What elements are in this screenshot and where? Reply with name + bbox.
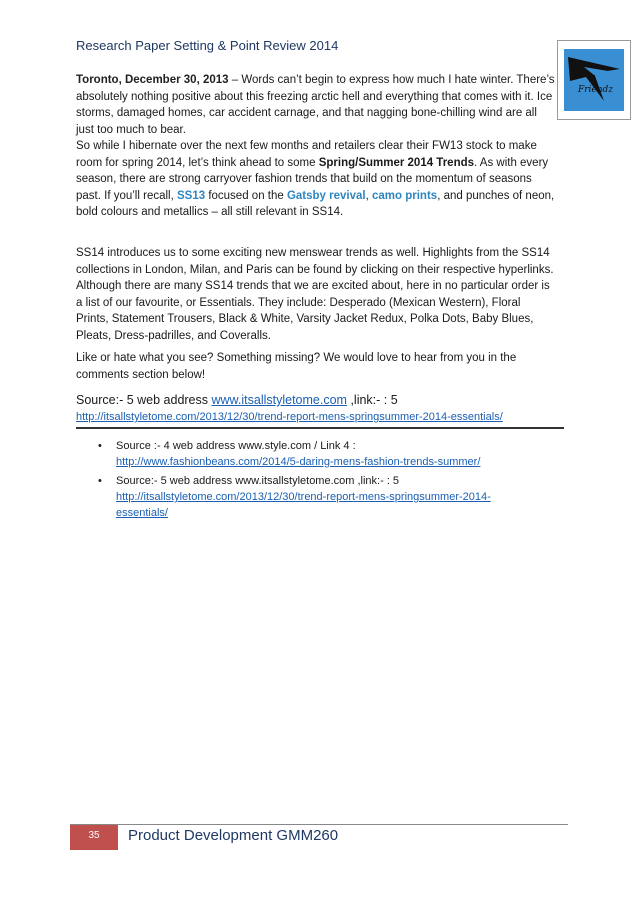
- intro-text-3: . As with every season, there are strong carryover fashion trends that build on the momentum of seasons past. If you’ll recall,: [76, 156, 549, 202]
- link-camo-prints[interactable]: camo prints: [372, 189, 438, 202]
- bird-logo-icon: [564, 49, 624, 111]
- comments-paragraph: Like or hate what you see? Something missing? We would love to hear from you in the comments section below!: [76, 352, 517, 381]
- trend-title: Spring/Summer 2014 Trends: [318, 156, 475, 169]
- link-gatsby-revival[interactable]: Gatsby revival: [286, 189, 366, 202]
- intro-text-6: , and punches of neon, bold colours and metallics – all still relevant in SS14.: [76, 189, 555, 218]
- logo-text: Friendz: [578, 85, 614, 95]
- footer-title: Product Development GMM260: [128, 827, 339, 844]
- source-prefix: Source:- 5 web address: [76, 393, 209, 407]
- intro-paragraph: [76, 72, 556, 221]
- intro-text: – Words can’t begin to express how much I hate winter. There’s absolutely nothing positive about this freezing arctic hell and everything that comes with it. Ice storms, damaged homes, car accident carnage, and that nagging bone-chilling wind are all just too much to bear.: [76, 74, 555, 136]
- dateline: Toronto, December 30, 2013: [76, 74, 229, 86]
- list-item: [98, 473, 538, 521]
- bullet-url[interactable]: http://www.fashionbeans.com/2014/5-daring-mens-fashion-trends-summer/: [116, 456, 481, 468]
- logo: [557, 40, 631, 120]
- intro-text-5: ,: [365, 189, 372, 202]
- ss14-paragraph: SS14 introduces us to some exciting new menswear trends as well. Highlights from the SS14 collections in London, Milan, and Paris can be found by clicking on their respective hyperlinks. Although there are many SS14 trends that we are excited about, here in no particular order is a list of our favourite, or Essentials. They include: Desperado (Mexican Western), Floral Prints, Statement Trousers, Black & White, Varsity Jacket Redux, Polka Dots, Baby Blues, Pleats, Dress-padrilles, and Coveralls.: [76, 247, 554, 342]
- intro-text-2: So while I hibernate over the next few months and retailers clear their FW13 stock to make room for spring 2014, let’s think ahead to some: [76, 140, 537, 169]
- footer-divider: [70, 824, 568, 825]
- divider: [76, 427, 564, 429]
- bullet-icon: •: [98, 440, 102, 452]
- intro-text-4: focused on the: [205, 189, 287, 202]
- list-item: [98, 438, 538, 470]
- link-ss13[interactable]: SS13: [176, 189, 206, 202]
- bullet-url[interactable]: http://itsallstyletome.com/2013/12/30/trend-report-mens-springsummer-2014-essentials/: [116, 491, 491, 519]
- source-link[interactable]: www.itsallstyletome.com: [211, 393, 347, 407]
- source-suffix: ,link:- : 5: [350, 393, 398, 407]
- bullet-text: Source:- 5 web address www.itsallstyletome.com ,link:- : 5: [116, 475, 400, 487]
- page-header-title: Research Paper Setting & Point Review 2014: [76, 38, 339, 53]
- bullet-text: Source :- 4 web address www.style.com / Link 4 :: [116, 440, 356, 452]
- bullet-icon: •: [98, 475, 102, 487]
- source-line: [76, 393, 398, 407]
- source-url[interactable]: http://itsallstyletome.com/2013/12/30/trend-report-mens-springsummer-2014-essentials/: [76, 411, 503, 423]
- page-number: 35: [70, 825, 118, 850]
- source-list: [98, 438, 538, 524]
